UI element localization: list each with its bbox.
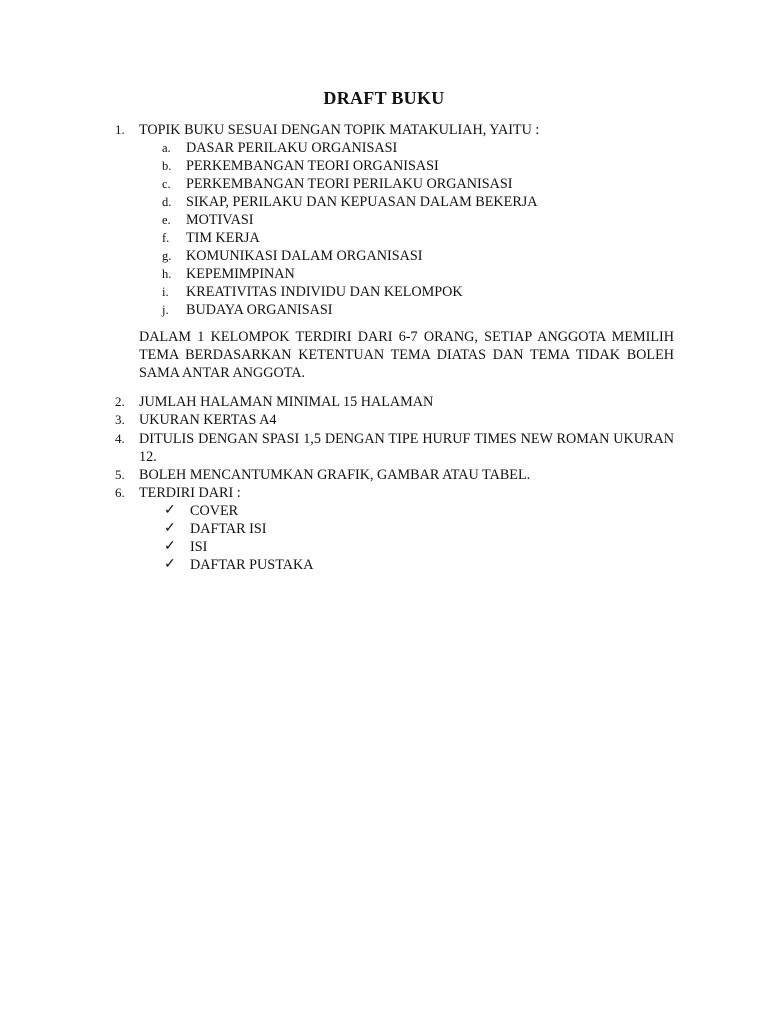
sub-text: KOMUNIKASI DALAM ORGANISASI bbox=[186, 248, 423, 264]
checkmark-icon: ✓ bbox=[164, 503, 176, 518]
list-number: 6. bbox=[115, 485, 125, 500]
sub-letter: a. bbox=[162, 141, 171, 155]
document-title: DRAFT BUKU bbox=[323, 88, 445, 108]
list-number: 1. bbox=[115, 122, 125, 137]
check-text: DAFTAR PUSTAKA bbox=[190, 557, 314, 573]
check-text: COVER bbox=[190, 503, 239, 519]
sub-letter: h. bbox=[162, 267, 172, 281]
list-text: JUMLAH HALAMAN MINIMAL 15 HALAMAN bbox=[139, 394, 434, 410]
sub-letter: g. bbox=[162, 249, 172, 263]
sub-letter: c. bbox=[162, 177, 171, 191]
list-number: 3. bbox=[115, 412, 125, 427]
sub-text: DASAR PERILAKU ORGANISASI bbox=[186, 140, 398, 156]
list-text: TERDIRI DARI : bbox=[139, 485, 241, 501]
list-number: 2. bbox=[115, 394, 125, 409]
list-number: 5. bbox=[115, 467, 125, 482]
group-paragraph: DALAM 1 KELOMPOK TERDIRI DARI 6-7 ORANG, SETIAP ANGGOTA MEMILIH TEMA BERDASARKAN KETENTUAN TEMA DIATAS DAN TEMA TIDAK BOLEH SAMA ANTAR ANGGOTA. bbox=[139, 329, 674, 382]
sub-letter: e. bbox=[162, 213, 171, 227]
checkmark-icon: ✓ bbox=[164, 539, 176, 554]
sub-text: PERKEMBANGAN TEORI PERILAKU ORGANISASI bbox=[186, 176, 513, 192]
checkmark-icon: ✓ bbox=[164, 521, 176, 536]
list-text: BOLEH MENCANTUMKAN GRAFIK, GAMBAR ATAU TABEL. bbox=[139, 467, 531, 483]
sub-text: KEPEMIMPINAN bbox=[186, 266, 295, 282]
checkmark-icon: ✓ bbox=[164, 557, 176, 572]
sub-letter: f. bbox=[162, 231, 170, 245]
sub-letter: d. bbox=[162, 195, 172, 209]
sub-text: BUDAYA ORGANISASI bbox=[186, 302, 333, 318]
sub-text: MOTIVASI bbox=[186, 212, 254, 228]
sub-text: PERKEMBANGAN TEORI ORGANISASI bbox=[186, 158, 439, 174]
list-text: UKURAN KERTAS A4 bbox=[139, 412, 277, 428]
sub-letter: j. bbox=[162, 303, 169, 317]
sub-text: TIM KERJA bbox=[186, 230, 260, 246]
sub-text: KREATIVITAS INDIVIDU DAN KELOMPOK bbox=[186, 284, 463, 300]
sub-letter: i. bbox=[162, 285, 169, 299]
list-text-4: DITULIS DENGAN SPASI 1,5 DENGAN TIPE HURUF TIMES NEW ROMAN UKURAN 12. bbox=[139, 431, 674, 465]
check-text: ISI bbox=[190, 539, 208, 555]
list-text: TOPIK BUKU SESUAI DENGAN TOPIK MATAKULIAH, YAITU : bbox=[139, 122, 540, 138]
list-number: 4. bbox=[115, 431, 125, 446]
check-text: DAFTAR ISI bbox=[190, 521, 267, 537]
sub-text: SIKAP, PERILAKU DAN KEPUASAN DALAM BEKERJA bbox=[186, 194, 538, 210]
sub-letter: b. bbox=[162, 159, 172, 173]
